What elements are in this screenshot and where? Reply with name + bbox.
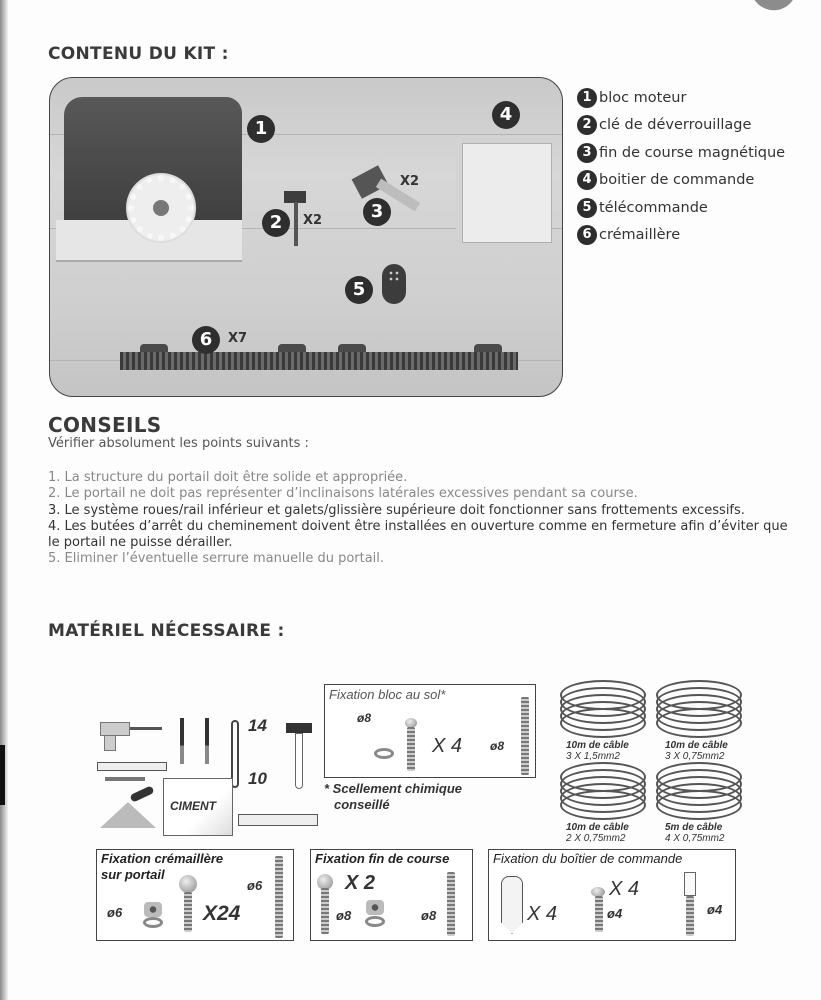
page-corner-tab bbox=[751, 0, 801, 15]
materiel-section-title: MATÉRIEL NÉCESSAIRE : bbox=[48, 621, 285, 641]
legend-label: fin de course magnétique bbox=[599, 144, 786, 161]
legend-label: bloc moteur bbox=[599, 89, 687, 106]
lag-bolt-icon bbox=[275, 856, 283, 938]
washer-diameter: ø8 bbox=[357, 711, 372, 725]
fixation-cremaillere-title: Fixation crémaillère bbox=[101, 851, 224, 866]
fixation-cremaillere-quantity: X24 bbox=[203, 902, 241, 925]
nut-diameter: ø6 bbox=[107, 905, 123, 920]
trowel-icon bbox=[100, 790, 158, 828]
cable-coil-icon bbox=[656, 680, 742, 740]
legend-item bbox=[577, 139, 785, 167]
fixation-cremaillere-box bbox=[96, 849, 294, 941]
scellement-note-line1: * Scellement chimique bbox=[324, 781, 462, 796]
legend-label: clé de déverrouillage bbox=[599, 117, 752, 134]
legend-number-badge: 4 bbox=[577, 170, 597, 190]
wall-plug-quantity: X 4 bbox=[527, 903, 558, 925]
legend-number-badge: 2 bbox=[577, 115, 597, 135]
cable-label: 10m de câble 3 X 0,75mm2 bbox=[665, 740, 728, 762]
scellement-note-line2: conseillé bbox=[334, 797, 390, 812]
conseil-item: 1. La structure du portail doit être solide et appropriée. bbox=[48, 470, 408, 485]
fixation-fin-course-box bbox=[310, 849, 473, 941]
legend-item bbox=[577, 194, 785, 222]
bolt-diameter: ø8 bbox=[490, 739, 505, 753]
control-box-image bbox=[462, 143, 552, 243]
legend-number-badge: 5 bbox=[577, 198, 597, 218]
washer-icon bbox=[365, 916, 385, 927]
lag-bolt-icon bbox=[447, 872, 455, 936]
conseil-item: 2. Le portail ne doit pas représenter d’inclinaisons latérales excessives pendant sa course. bbox=[48, 486, 638, 502]
cable-label: 10m de câble 2 X 0,75mm2 bbox=[566, 822, 629, 844]
fixation-cremaillere-subtitle: sur portail bbox=[101, 867, 165, 882]
nut-icon bbox=[144, 902, 162, 917]
key-quantity: X2 bbox=[303, 213, 323, 228]
washer-icon bbox=[143, 917, 163, 928]
fixation-boitier-box bbox=[488, 849, 736, 941]
anchor-bolt-icon bbox=[521, 697, 529, 775]
spirit-level-icon bbox=[238, 814, 318, 826]
fixation-boitier-title: Fixation du boîtier de commande bbox=[493, 851, 683, 866]
cable-label: 5m de câble 4 X 0,75mm2 bbox=[665, 822, 725, 844]
photo-badge-3: 3 bbox=[363, 198, 391, 226]
photo-badge-4: 4 bbox=[492, 101, 520, 129]
wrench-size-10: 10 bbox=[248, 769, 267, 788]
drill-icon bbox=[100, 722, 162, 750]
threaded-rod-top-icon bbox=[684, 872, 696, 896]
conseil-item: 3. Le système roues/rail inférieur et galets/glissière supérieure doit fonctionner sans frottements excessifs. bbox=[48, 502, 745, 518]
limit-switch-quantity: X2 bbox=[400, 174, 420, 189]
legend-number-badge: 1 bbox=[577, 88, 597, 108]
legend-label: crémaillère bbox=[599, 227, 681, 244]
remote-control-image bbox=[382, 264, 406, 304]
rod-diameter: ø4 bbox=[707, 902, 723, 917]
fixation-sol-quantity: X 4 bbox=[432, 735, 463, 757]
conseils-intro: Vérifier absolument les points suivants : bbox=[48, 436, 309, 451]
legend-item bbox=[577, 167, 785, 195]
legend-label: télécommande bbox=[599, 199, 708, 216]
conseil-item: 5. Eliminer l’éventuelle serrure manuelle du portail. bbox=[48, 551, 385, 567]
gear-image bbox=[128, 175, 194, 241]
fixation-sol-title: Fixation bloc au sol* bbox=[329, 687, 446, 702]
wrench-size-14: 14 bbox=[248, 716, 267, 735]
rack-image bbox=[120, 352, 518, 370]
pencil-icon bbox=[105, 777, 145, 781]
nut-icon bbox=[366, 900, 384, 915]
fixation-fin-course-title: Fixation fin de course bbox=[315, 851, 450, 866]
bolt-head-icon bbox=[179, 875, 197, 893]
hammer-icon bbox=[286, 723, 312, 789]
fixation-fin-course-quantity: X 2 bbox=[345, 872, 376, 894]
screw-icon bbox=[407, 727, 415, 771]
legend-item bbox=[577, 84, 785, 112]
screwdriver-flat-icon bbox=[180, 718, 184, 764]
legend-number-badge: 3 bbox=[577, 143, 597, 163]
lag-bolt-diameter: ø6 bbox=[247, 878, 263, 893]
lag-bolt-diameter: ø8 bbox=[421, 908, 437, 923]
screw-icon bbox=[595, 896, 603, 932]
cable-coil-icon bbox=[560, 680, 646, 740]
legend-item bbox=[577, 222, 785, 250]
screw-quantity: X 4 bbox=[609, 878, 640, 900]
nut-diameter: ø8 bbox=[336, 908, 352, 923]
kit-legend bbox=[577, 84, 785, 249]
washer-icon bbox=[374, 748, 394, 759]
binding-mark bbox=[0, 745, 5, 805]
photo-badge-1: 1 bbox=[247, 115, 275, 143]
cable-coil-icon bbox=[560, 762, 646, 822]
conseil-item: 4. Les butées d’arrêt du cheminement doivent être installées en ouverture comme en fermeture afin d’éviter que le portail ne puisse dérailler. bbox=[48, 518, 788, 551]
conseils-list bbox=[48, 470, 818, 568]
kit-photo bbox=[49, 77, 563, 397]
legend-label: boitier de commande bbox=[599, 172, 755, 189]
wall-plug-icon bbox=[501, 876, 523, 934]
bolt-icon bbox=[184, 892, 192, 932]
legend-item bbox=[577, 112, 785, 140]
rack-quantity: X7 bbox=[228, 331, 248, 346]
photo-badge-5: 5 bbox=[345, 276, 373, 304]
cement-bag-icon bbox=[163, 778, 233, 836]
screw-diameter: ø4 bbox=[607, 906, 623, 921]
ruler-icon bbox=[97, 762, 167, 771]
cable-coil-icon bbox=[656, 762, 742, 822]
kit-section-title: CONTENU DU KIT : bbox=[48, 44, 229, 64]
photo-badge-6: 6 bbox=[192, 326, 220, 354]
cable-label: 10m de câble 3 X 1,5mm2 bbox=[566, 740, 629, 762]
fixation-sol-box bbox=[324, 684, 536, 778]
photo-badge-2: 2 bbox=[262, 209, 290, 237]
cement-label: CIMENT bbox=[170, 799, 216, 813]
conseils-section-title: CONSEILS bbox=[48, 413, 162, 437]
page-binding-edge bbox=[0, 0, 8, 1000]
screwdriver-phillips-icon bbox=[205, 718, 209, 764]
threaded-rod-icon bbox=[686, 896, 694, 936]
legend-number-badge: 6 bbox=[577, 225, 597, 245]
bolt-icon bbox=[321, 888, 329, 934]
